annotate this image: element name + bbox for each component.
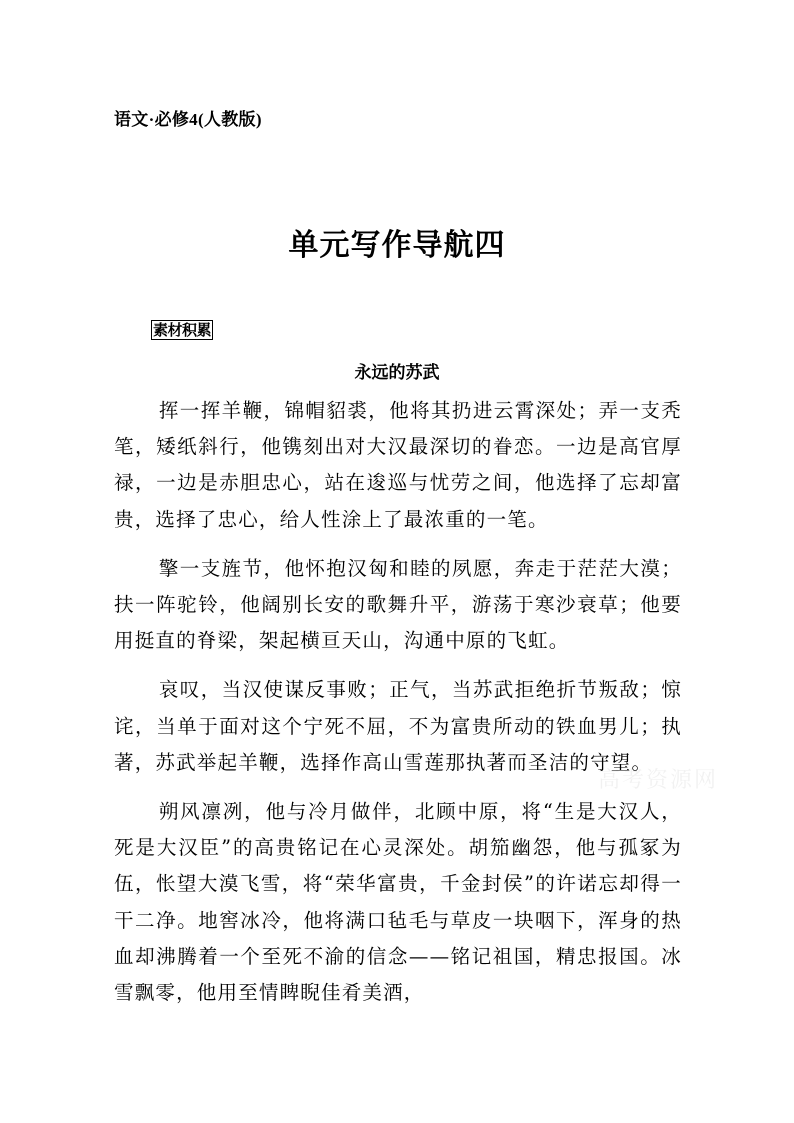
article-body (114, 393, 682, 1024)
article-title: 永远的苏武 (354, 363, 440, 383)
course-header: 语文·必修4(人教版) (114, 110, 262, 129)
watermark: 高考资源网 (598, 768, 719, 793)
article-paragraph: 朔风凛冽，他与冷月做伴，北顾中原，将“生是大汉人，死是大汉臣”的高贵铭记在心灵深处。胡笳幽怨，他与孤冢为伍，怅望大漠飞雪，将“荣华富贵，千金封侯”的许诺忘却得一干二净。地窖冰冷，他将满口毡毛与草皮一块咽下，浑身的热血却沸腾着一个至死不渝的信念——铭记祖国，精忠报国。冰雪飘零，他用至情睥睨佳肴美酒， (114, 800, 682, 1005)
page-title: 单元写作导航四 (288, 228, 506, 263)
article-paragraph: 哀叹，当汉使谋反事败；正气，当苏武拒绝折节叛敌；惊诧，当单于面对这个宁死不屈，不为富贵所动的铁血男儿；执著，苏武举起羊鞭，选择作高山雪莲那执著而圣洁的守望。 (114, 678, 682, 774)
article-paragraph: 擎一支旌节，他怀抱汉匈和睦的夙愿，奔走于茫茫大漠；扶一阵驼铃，他阔别长安的歌舞升平，游荡于寒沙衰草；他要用挺直的脊梁，架起横亘天山，沟通中原的飞虹。 (114, 556, 682, 653)
section-badge: 素材积累 (153, 321, 212, 339)
article-paragraph: 挥一挥羊鞭，锦帽貂裘，他将其扔进云霄深处；弄一支秃笔，矮纸斜行，他镌刻出对大汉最深切的眷恋。一边是高官厚禄，一边是赤胆忠心，站在逡巡与忧劳之间，他选择了忘却富贵，选择了忠心，给人性涂上了最浓重的一笔。 (114, 399, 682, 531)
